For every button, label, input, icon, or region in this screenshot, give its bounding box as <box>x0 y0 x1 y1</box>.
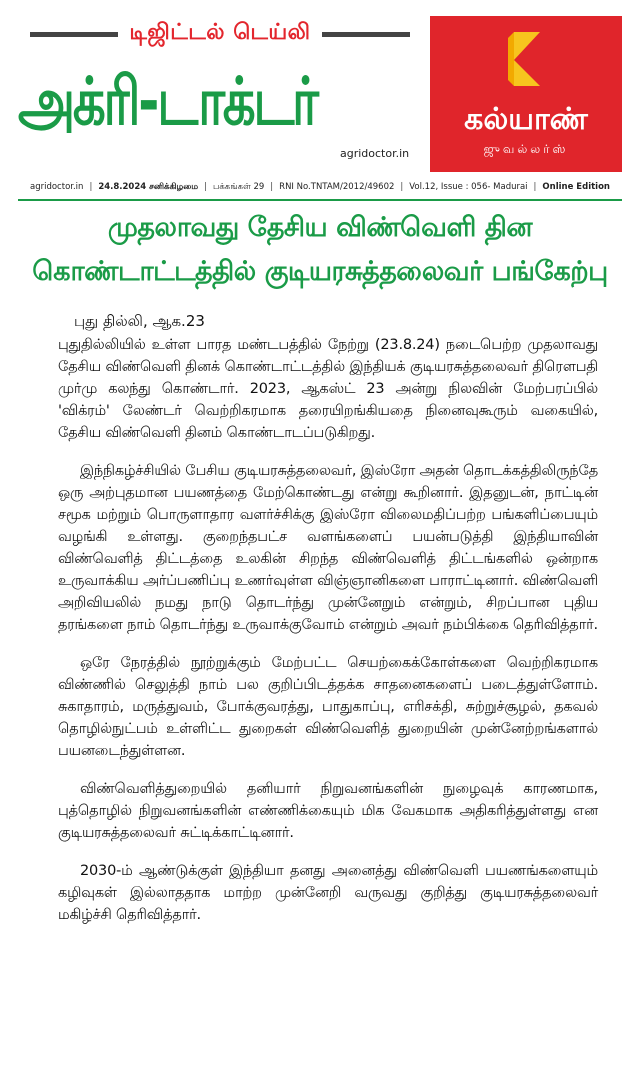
tagline-rule-right <box>322 32 410 37</box>
masthead-website: agridoctor.in <box>340 147 410 160</box>
paragraph-5: 2030-ம் ஆண்டுக்குள் இந்தியா தனது அனைத்து விண்வெளி பயணங்களையும் கழிவுகள் இல்லாததாக மாற்ற முன்னேறி வருவது குறித்து குடியரசுத்தலைவர் மகிழ்ச்சி தெரிவித்தார். <box>58 863 598 923</box>
headline <box>0 206 640 294</box>
paragraph-1: புதுதில்லியில் உள்ள பாரத மண்டபத்தில் நேற்று (23.8.24) நடைபெற்ற முதலாவது தேசிய விண்வெளி தினக் கொண்டாட்டத்தில் இந்தியக் குடியரசுத்தலைவர் திரௌபதி முர்மு கலந்து கொண்டார். 2023, ஆகஸ்ட் 23 அன்று நிலவின் மேற்பரப்பில் 'விக்ரம்' லேண்டர் வெற்றிகரமாக தரையிறங்கியதை நினைவுகூரும் வகையில், தேசிய விண்வெளி தினம் கொண்டாடப்படுகிறது. <box>58 337 598 441</box>
info-rni: RNI No.TNTAM/2012/49602 <box>279 182 395 192</box>
masthead <box>0 0 640 175</box>
issue-info-bar: agridoctor.in | 24.8.2024 சனிக்கிழமை | பக்கங்கள் 29 | RNI No.TNTAM/2012/49602 | Vol.12, Issue : 056- Madurai | Online Edition <box>30 181 610 192</box>
headline-line-2: கொண்டாட்டத்தில் குடியரசுத்தலைவர் பங்கேற்பு <box>32 256 608 287</box>
header-divider <box>18 199 622 201</box>
tagline-rule-left <box>30 32 118 37</box>
article-body <box>58 310 598 942</box>
info-site: agridoctor.in <box>30 182 84 192</box>
headline-line-1: முதலாவது தேசிய விண்வெளி தின <box>107 212 533 243</box>
info-volume: Vol.12, Issue : 056- Madurai <box>409 182 528 192</box>
info-pages: பக்கங்கள் 29 <box>213 181 265 192</box>
brand-logo: அக்ரி-டாக்டர் <box>18 63 317 140</box>
dateline: புது தில்லி, ஆக.23 <box>74 312 205 330</box>
tagline: டிஜிட்டல் டெய்லி <box>129 20 311 45</box>
advertisement[interactable] <box>430 16 622 172</box>
ad-brand-name: கல்யாண் <box>464 102 588 137</box>
paragraph-2: இந்நிகழ்ச்சியில் பேசிய குடியரசுத்தலைவர், இஸ்ரோ அதன் தொடக்கத்திலிருந்தே ஒரு அற்புதமான பயணத்தை மேற்கொண்டது என்று கூறினார். இதனுடன், நாட்டின் சமூக மற்றும் பொருளாதார வளர்ச்சிக்கு இஸ்ரோ விலைமதிப்பற்ற பங்களிப்பையும் வழங்கி உள்ளது. குறைந்தபட்ச வளங்களைப் பயன்படுத்தி இந்தியாவின் விண்வெளித் திட்டத்தை உலகின் சிறந்த விண்வெளித் திட்டங்களில் ஒன்றாக உருவாக்கிய அர்ப்பணிப்பு உணர்வுள்ள விஞ்ஞானிகளை பாராட்டினார். விண்வெளி அறிவியலில் நமது நாடு தொடர்ந்து முன்னேறும் என்றும், சிறப்பான புதிய தரங்களை நாம் தொடர்ந்து உருவாக்குவோம் என்றும் அவர் நம்பிக்கை தெரிவித்தார். <box>58 463 598 633</box>
kalyan-logo-icon <box>506 30 546 88</box>
ad-brand-sub: ஜுவல்லர்ஸ் <box>483 142 569 156</box>
info-date: 24.8.2024 சனிக்கிழமை <box>98 181 199 192</box>
paragraph-3: ஒரே நேரத்தில் நூற்றுக்கும் மேற்பட்ட செயற்கைக்கோள்களை வெற்றிகரமாக விண்ணில் செலுத்தி நாம் பல குறிப்பிடத்தக்க சாதனைகளைப் படைத்துள்ளோம். சுகாதாரம், மருத்துவம், போக்குவரத்து, பாதுகாப்பு, எரிசக்தி, சுற்றுச்சூழல், தகவல் தொழில்நுட்பம் உள்ளிட்ட துறைகள் விண்வெளித் துறையின் முன்னேற்றங்களால் பயனடைந்துள்ளன. <box>58 655 598 759</box>
tagline-row <box>30 18 410 48</box>
info-edition: Online Edition <box>542 182 610 192</box>
paragraph-4: விண்வெளித்துறையில் தனியார் நிறுவனங்களின் நுழைவுக் காரணமாக, புத்தொழில் நிறுவனங்களின் எண்ணிக்கையும் மிக வேகமாக அதிகரித்துள்ளது என குடியரசுத்தலைவர் சுட்டிக்காட்டினார். <box>58 781 598 841</box>
